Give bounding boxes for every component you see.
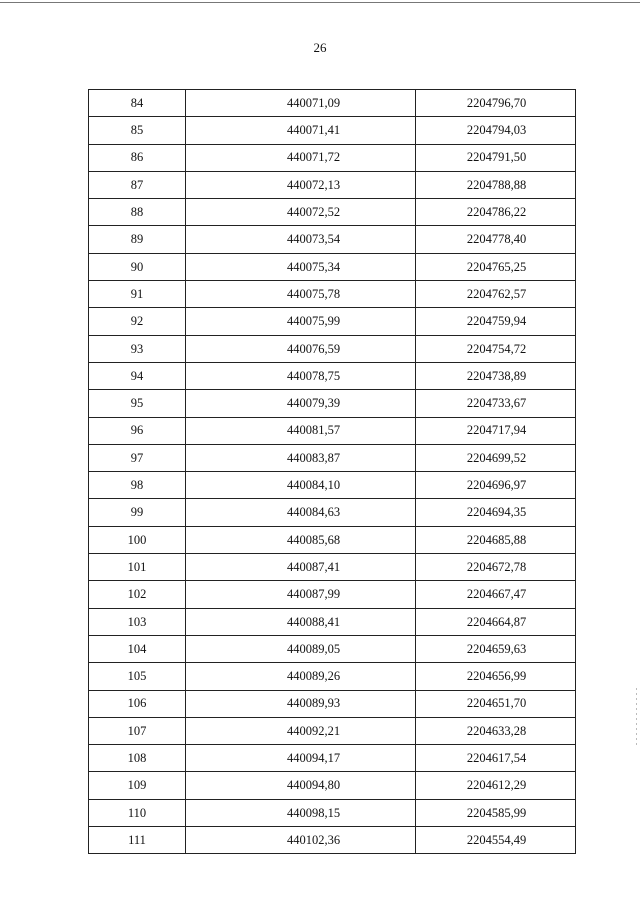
- table-row: [89, 663, 576, 690]
- table-row: [89, 362, 576, 389]
- y-coordinate-cell: 2204759,94: [416, 308, 576, 335]
- table-row: [89, 117, 576, 144]
- point-number-cell: 88: [89, 199, 186, 226]
- y-coordinate-cell: 2204794,03: [416, 117, 576, 144]
- table-row: [89, 608, 576, 635]
- table-row: [89, 281, 576, 308]
- y-coordinate-cell: 2204633,28: [416, 717, 576, 744]
- x-coordinate-cell: 440085,68: [186, 526, 416, 553]
- point-number-cell: 87: [89, 171, 186, 198]
- table-row: [89, 226, 576, 253]
- table-row: [89, 390, 576, 417]
- table-row: [89, 717, 576, 744]
- point-number-cell: 102: [89, 581, 186, 608]
- point-number-cell: 100: [89, 526, 186, 553]
- x-coordinate-cell: 440088,41: [186, 608, 416, 635]
- table-row: [89, 635, 576, 662]
- x-coordinate-cell: 440089,05: [186, 635, 416, 662]
- x-coordinate-cell: 440073,54: [186, 226, 416, 253]
- table-row: [89, 90, 576, 117]
- x-coordinate-cell: 440078,75: [186, 362, 416, 389]
- table-row: [89, 799, 576, 826]
- y-coordinate-cell: 2204696,97: [416, 472, 576, 499]
- point-number-cell: 84: [89, 90, 186, 117]
- x-coordinate-cell: 440081,57: [186, 417, 416, 444]
- x-coordinate-cell: 440071,72: [186, 144, 416, 171]
- table-row: [89, 417, 576, 444]
- table-row: [89, 690, 576, 717]
- page-number: 26: [313, 40, 327, 55]
- x-coordinate-cell: 440102,36: [186, 827, 416, 854]
- y-coordinate-cell: 2204651,70: [416, 690, 576, 717]
- point-number-cell: 105: [89, 663, 186, 690]
- y-coordinate-cell: 2204762,57: [416, 281, 576, 308]
- point-number-cell: 98: [89, 472, 186, 499]
- x-coordinate-cell: 440094,17: [186, 745, 416, 772]
- table-row: [89, 745, 576, 772]
- y-coordinate-cell: 2204699,52: [416, 444, 576, 471]
- y-coordinate-cell: 2204664,87: [416, 608, 576, 635]
- x-coordinate-cell: 440071,41: [186, 117, 416, 144]
- x-coordinate-cell: 440075,78: [186, 281, 416, 308]
- x-coordinate-cell: 440089,93: [186, 690, 416, 717]
- y-coordinate-cell: 2204786,22: [416, 199, 576, 226]
- x-coordinate-cell: 440075,34: [186, 253, 416, 280]
- y-coordinate-cell: 2204694,35: [416, 499, 576, 526]
- y-coordinate-cell: 2204656,99: [416, 663, 576, 690]
- point-number-cell: 91: [89, 281, 186, 308]
- coordinates-table-body: [89, 90, 576, 854]
- x-coordinate-cell: 440087,41: [186, 554, 416, 581]
- table-row: [89, 581, 576, 608]
- table-row: [89, 199, 576, 226]
- point-number-cell: 89: [89, 226, 186, 253]
- point-number-cell: 106: [89, 690, 186, 717]
- x-coordinate-cell: 440072,52: [186, 199, 416, 226]
- x-coordinate-cell: 440098,15: [186, 799, 416, 826]
- table-row: [89, 335, 576, 362]
- y-coordinate-cell: 2204617,54: [416, 745, 576, 772]
- x-coordinate-cell: 440092,21: [186, 717, 416, 744]
- point-number-cell: 85: [89, 117, 186, 144]
- x-coordinate-cell: 440075,99: [186, 308, 416, 335]
- y-coordinate-cell: 2204585,99: [416, 799, 576, 826]
- x-coordinate-cell: 440083,87: [186, 444, 416, 471]
- point-number-cell: 93: [89, 335, 186, 362]
- point-number-cell: 109: [89, 772, 186, 799]
- y-coordinate-cell: 2204667,47: [416, 581, 576, 608]
- point-number-cell: 104: [89, 635, 186, 662]
- point-number-cell: 97: [89, 444, 186, 471]
- table-row: [89, 472, 576, 499]
- table-row: [89, 144, 576, 171]
- y-coordinate-cell: 2204685,88: [416, 526, 576, 553]
- y-coordinate-cell: 2204754,72: [416, 335, 576, 362]
- point-number-cell: 96: [89, 417, 186, 444]
- point-number-cell: 107: [89, 717, 186, 744]
- y-coordinate-cell: 2204554,49: [416, 827, 576, 854]
- x-coordinate-cell: 440076,59: [186, 335, 416, 362]
- x-coordinate-cell: 440084,10: [186, 472, 416, 499]
- point-number-cell: 108: [89, 745, 186, 772]
- table-row: [89, 499, 576, 526]
- point-number-cell: 95: [89, 390, 186, 417]
- point-number-cell: 92: [89, 308, 186, 335]
- point-number-cell: 90: [89, 253, 186, 280]
- x-coordinate-cell: 440071,09: [186, 90, 416, 117]
- y-coordinate-cell: 2204717,94: [416, 417, 576, 444]
- table-row: [89, 772, 576, 799]
- table-row: [89, 554, 576, 581]
- y-coordinate-cell: 2204765,25: [416, 253, 576, 280]
- x-coordinate-cell: 440079,39: [186, 390, 416, 417]
- top-border-line: [0, 2, 640, 3]
- x-coordinate-cell: 440094,80: [186, 772, 416, 799]
- table-row: [89, 526, 576, 553]
- y-coordinate-cell: 2204659,63: [416, 635, 576, 662]
- scan-edge-mark: [636, 688, 637, 748]
- table-row: [89, 827, 576, 854]
- y-coordinate-cell: 2204672,78: [416, 554, 576, 581]
- y-coordinate-cell: 2204791,50: [416, 144, 576, 171]
- point-number-cell: 101: [89, 554, 186, 581]
- y-coordinate-cell: 2204788,88: [416, 171, 576, 198]
- coordinates-table: [88, 89, 576, 854]
- point-number-cell: 110: [89, 799, 186, 826]
- point-number-cell: 86: [89, 144, 186, 171]
- table-row: [89, 308, 576, 335]
- x-coordinate-cell: 440084,63: [186, 499, 416, 526]
- y-coordinate-cell: 2204796,70: [416, 90, 576, 117]
- table-row: [89, 171, 576, 198]
- x-coordinate-cell: 440087,99: [186, 581, 416, 608]
- x-coordinate-cell: 440089,26: [186, 663, 416, 690]
- point-number-cell: 111: [89, 827, 186, 854]
- point-number-cell: 99: [89, 499, 186, 526]
- y-coordinate-cell: 2204778,40: [416, 226, 576, 253]
- table-row: [89, 444, 576, 471]
- x-coordinate-cell: 440072,13: [186, 171, 416, 198]
- y-coordinate-cell: 2204738,89: [416, 362, 576, 389]
- table-row: [89, 253, 576, 280]
- y-coordinate-cell: 2204733,67: [416, 390, 576, 417]
- point-number-cell: 103: [89, 608, 186, 635]
- y-coordinate-cell: 2204612,29: [416, 772, 576, 799]
- point-number-cell: 94: [89, 362, 186, 389]
